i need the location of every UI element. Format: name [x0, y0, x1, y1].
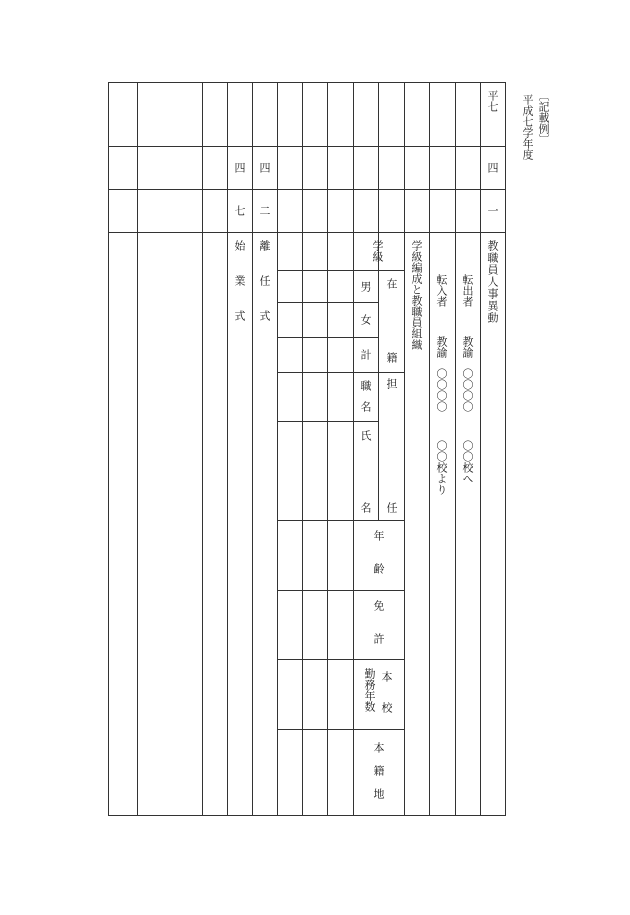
transfer-in-role: 転入者 [435, 274, 448, 307]
opening-day: 七 [233, 205, 246, 216]
header-homeroom-top: 担 [385, 378, 398, 389]
col-line [137, 82, 138, 816]
header-license: 免許 [372, 600, 385, 666]
header-name-bottom: 名 [359, 502, 372, 513]
date-day: 一 [486, 205, 499, 216]
event-opening-ceremony: 始業式 [233, 240, 246, 345]
header-position: 職名 [359, 380, 372, 422]
header-name-top: 氏 [359, 430, 372, 441]
transfer-out-name: 〇〇〇〇 [461, 368, 474, 412]
col-line [404, 82, 405, 816]
col-line [202, 82, 203, 816]
col-line [429, 82, 430, 816]
transfer-out-dest: 〇〇校へ [461, 440, 474, 484]
header-class: 学級 [371, 240, 384, 262]
col-line [455, 82, 456, 816]
col-line [227, 82, 228, 816]
header-service-years: 勤務年数 [363, 668, 376, 712]
transfer-in-title: 教諭 [435, 336, 448, 358]
sub-row-line [277, 372, 405, 373]
caption-year: 平成七学年度 [521, 94, 534, 160]
col-line [327, 82, 328, 816]
event-personnel-change: 教職員人事異動 [486, 240, 499, 324]
row-line [108, 232, 506, 233]
transfer-in-dest: 〇〇校より [435, 440, 448, 495]
event-farewell: 離任式 [258, 240, 271, 345]
sub-row-line [277, 520, 405, 521]
col-line [480, 82, 481, 816]
sub-row-line [277, 270, 405, 271]
sub-col-line [378, 270, 379, 520]
header-total: 計 [359, 349, 372, 360]
sub-row-line [277, 337, 378, 338]
header-age: 年齢 [372, 530, 385, 596]
date-era: 平七 [486, 90, 499, 112]
col-line [353, 82, 354, 816]
row-line [108, 146, 506, 147]
col-line [252, 82, 253, 816]
header-homeroom-bottom: 任 [385, 502, 398, 513]
transfer-out-role: 転出者 [461, 274, 474, 307]
event-class-organization: 学級編成と教職員組織 [410, 240, 423, 350]
header-enrolled-bottom: 籍 [385, 352, 398, 363]
header-domicile: 本籍地 [372, 742, 385, 811]
opening-month: 四 [233, 162, 246, 173]
sub-row-line [277, 302, 378, 303]
header-enrolled-top: 在 [385, 278, 398, 289]
caption-label: 〔記載例〕 [537, 90, 550, 145]
header-female: 女 [359, 314, 372, 325]
row-line [108, 189, 506, 190]
col-line [302, 82, 303, 816]
farewell-month: 四 [258, 162, 271, 173]
header-male: 男 [359, 281, 372, 292]
col-line [277, 82, 278, 816]
sub-row-line [277, 659, 405, 660]
date-month: 四 [486, 162, 499, 173]
transfer-out-title: 教諭 [461, 336, 474, 358]
farewell-day: 二 [258, 205, 271, 216]
sub-row-line [277, 590, 405, 591]
transfer-in-name: 〇〇〇〇 [435, 368, 448, 412]
header-service-years-school: 本校 [380, 671, 393, 733]
